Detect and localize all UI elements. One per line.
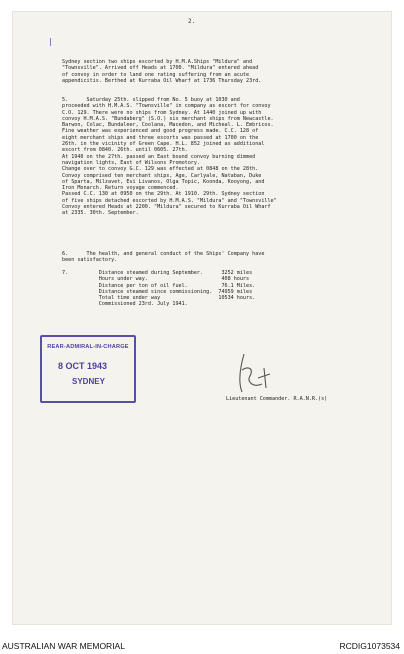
paragraph-7-statistics: 7. Distance steamed during September. 3252 miles Hours under way. 408 hours Distance per ton of oil fuel. 76.1 Miles. Distance steamed since commissioning. 74959 miles Total time under way 10534 hours. Commissioned 23rd. July 1941. xyxy=(62,270,256,308)
stamp-place: SYDNEY xyxy=(72,377,105,386)
signature-title: Lieutenant Commander. R.A.N.R.(s) xyxy=(226,396,328,402)
stamp-authority: REAR-ADMIRAL-IN-CHARGE xyxy=(47,344,129,350)
paragraph-5: 5. Saturday 25th. slipped from No. 5 buoy at 1030 and proceeded with H.M.A.S. "Townsville" in company as escort for convoy C.O. 129. There were no ships from Sydney. At 1440 joined up with convoy H.M.A.S. "Bundaberg" (S.O.) six merchant ships from Newcastle. Barwon, Colac, Bundaleer, Coolana, Macedon, and Micheal. L. Embricos. Fine weather was experienced and good progress made. C.C. 128 of eight merchant ships and three escorts was passed at 1700 on the 26th. in the vicinity of Green Cape. H.L. 852 joined as additional escort from 0840. 26th. until 0605. 27th. At 1940 on the 27th. passed an East bound convoy burning dimmed navigation lights, East of Wilsons Promotory. Change over to convoy G.C. 129 was effected at 0848 on the 28th. Convoy comprised ten merchant ships, Age, Carlyale, Nataban, Duke of Sparta, Milzavet, Evi Livanos, Olga Topic, Koonda, Kooyong, and Iron Monarch. Return voyage commenced. Passed C.C. 130 at 0950 on the 29th. At 1910. 29th. Sydney section of five ships detached escorted by H.M.A.S. "Mildura" and "Townsville" Convoy entered Heads at 2200. "Mildura" secured to Kurraba Oil Wharf at 2335. 30th. September. xyxy=(62,97,277,217)
margin-mark: | xyxy=(48,37,53,46)
archive-source: AUSTRALIAN WAR MEMORIAL xyxy=(2,641,125,651)
paragraph-continued: Sydney section two ships escorted by H.M.A.Ships "Mildura" and "Townsville". Arrived off Heads at 1700. "Mildura" entered ahead of convoy in order to land one rating suffering from an acute appendicitis. Berthed at Kurraba Oil Wharf at 1736 Thursday 23rd. xyxy=(62,59,262,84)
received-stamp xyxy=(40,335,136,403)
page-number: 2. xyxy=(188,18,196,25)
paragraph-6: 6. The health, and general conduct of the Ships' Company have been satisfactory. xyxy=(62,251,265,264)
stamp-date: 8 OCT 1943 xyxy=(58,361,108,371)
handwritten-signature xyxy=(224,348,284,398)
archive-id: RCDIG1073534 xyxy=(339,641,400,651)
